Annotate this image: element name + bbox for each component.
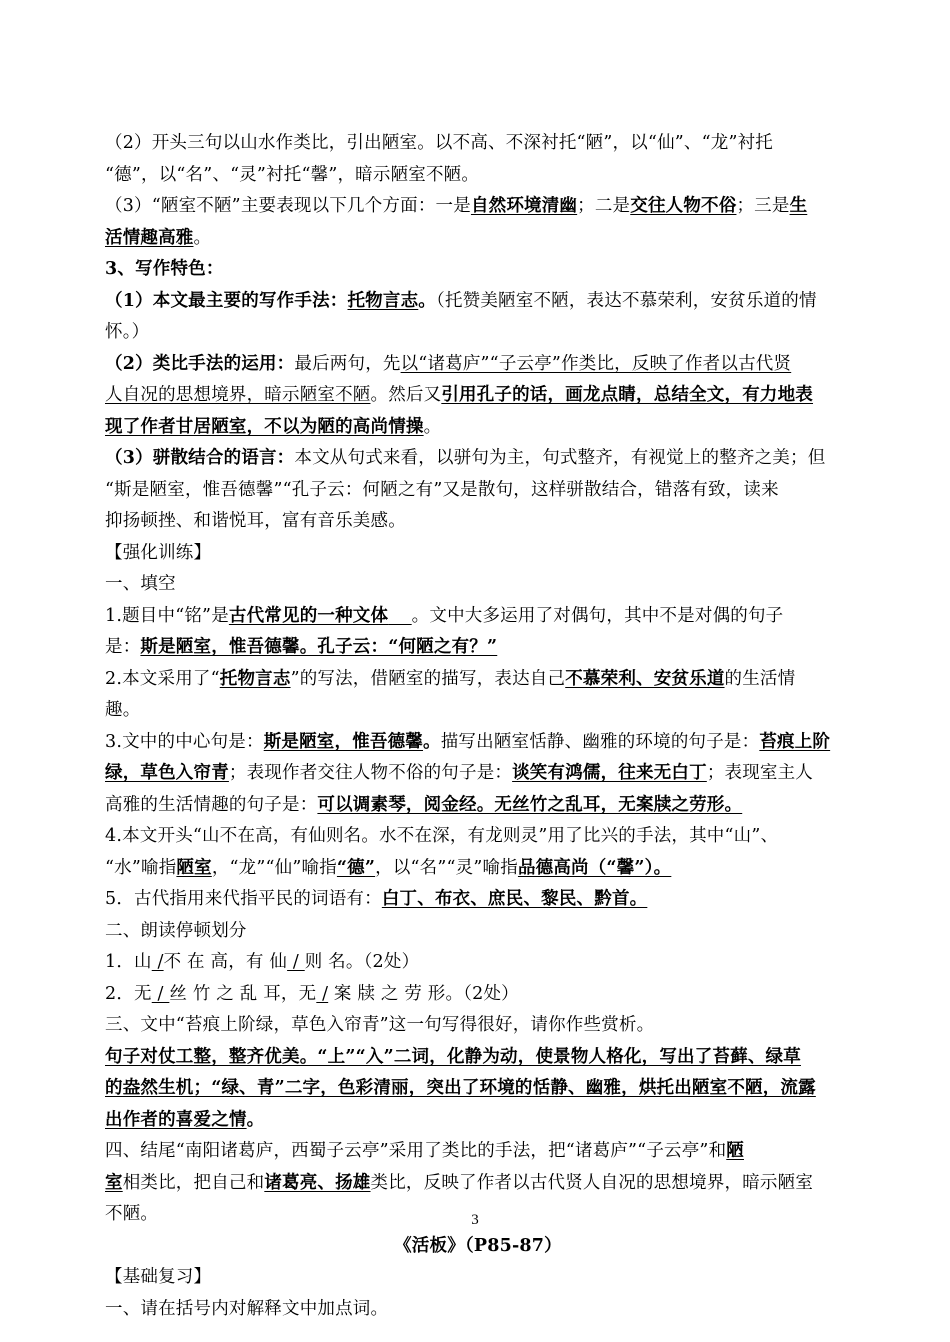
text-line xyxy=(105,223,851,255)
line-text: 三、文中“苔痕上阶绿，草色入帘青”这一句写得很好，请你作些赏析。 xyxy=(105,1015,655,1035)
line-text: 。 xyxy=(423,416,442,437)
line-text: 最后两句，先 xyxy=(294,353,401,374)
line-text: 趣。 xyxy=(105,700,141,720)
line-text: 是： xyxy=(105,637,141,657)
answer-text: 室 xyxy=(105,1172,123,1193)
line-text: 【强化训练】 xyxy=(105,542,212,563)
text-line xyxy=(105,506,851,538)
line-text: 1.题目中“铭”是 xyxy=(105,605,229,626)
answer-text: （3）骈散结合的语言： xyxy=(105,448,295,468)
text-line xyxy=(105,1073,851,1105)
line-text: ；二是 xyxy=(577,196,631,216)
line-text: 。文中大多运用了对偶句，其中不是对偶的句子 xyxy=(411,605,784,626)
answer-text: 《活板》 xyxy=(394,1235,465,1256)
line-text: 2.本文采用了“ xyxy=(105,668,220,689)
answer-text: 斯是陋室，惟吾德馨。孔子云：“何陋之有？” xyxy=(140,637,498,657)
text-line xyxy=(105,790,851,822)
answer-text: 人自况的思想境界，暗示陋室不陋 xyxy=(105,385,371,405)
line-text: 一、请在括号内对解释文中加点词。 xyxy=(105,1298,389,1319)
text-line xyxy=(105,601,851,633)
answer-text: 苔痕上阶 xyxy=(759,731,831,752)
answer-text: 活情趣高雅 xyxy=(105,227,194,248)
answer-text: 绿，草色入帘青 xyxy=(105,763,229,783)
answer-text: / xyxy=(151,983,170,1004)
line-text: 【基础复习】 xyxy=(105,1267,212,1287)
answer-text: 出作者的喜爱之情 xyxy=(105,1109,247,1130)
page-number: 3 xyxy=(471,1212,479,1228)
answer-text: 。 xyxy=(423,731,441,752)
line-text: 3.文中的中心句是： xyxy=(105,731,264,752)
document-body xyxy=(105,128,851,1325)
line-text: 一、填空 xyxy=(105,574,176,594)
answer-text: 陋 xyxy=(726,1141,744,1161)
line-text: 的生活情 xyxy=(724,668,796,689)
line-text: 不陋。 xyxy=(105,1204,159,1224)
answer-text: 陋室 xyxy=(176,857,212,878)
line-text: 丝 竹 之 乱 耳，无 xyxy=(169,983,317,1004)
text-line xyxy=(105,916,851,948)
answer-text: （P85-87） xyxy=(464,1235,562,1256)
answer-text: 句子对仗工整，整齐优美。“上”“入”二词，化静为动，使景物人格化，写出了苔藓、绿草 xyxy=(105,1046,801,1067)
answer-text: / xyxy=(316,983,329,1004)
text-line xyxy=(105,1168,851,1200)
line-text: “德”，以“名”、“灵”衬托“馨”，暗示陋室不陋。 xyxy=(105,164,480,185)
answer-text xyxy=(388,606,411,626)
text-line xyxy=(105,1010,851,1042)
answer-text: 白丁、布衣、庶民、黎民、黔首。 xyxy=(381,889,648,909)
line-text: 抑扬顿挫、和谐悦耳，富有音乐美感。 xyxy=(105,511,406,531)
answer-text: 以“诸葛庐”“子云亭”作类比，反映了作者以古代贤 xyxy=(400,353,792,374)
answer-text: 现了作者甘居陋室，不以为陋的高尚情操 xyxy=(105,416,424,437)
line-text: 怀。） xyxy=(105,322,150,342)
text-line xyxy=(105,664,851,696)
answer-text: 引用孔子的话，画龙点睛，总结全文，有力地表 xyxy=(441,385,814,405)
line-text: 相类比，把自己和 xyxy=(122,1172,265,1193)
answer-text: 不慕荣利、安贫乐道 xyxy=(565,668,725,689)
text-line xyxy=(105,1262,851,1294)
answer-text: 的盎然生机；“绿、青”二字，色彩清丽，突出了环境的恬静、幽雅，烘托出陋室不陋，流露 xyxy=(105,1078,816,1098)
answer-text: 谈笑有鸿儒，往来无白丁 xyxy=(512,763,707,783)
text-line xyxy=(105,632,851,664)
answer-text: 古代常见的一种文体 xyxy=(228,605,389,626)
answer-text: / xyxy=(287,952,305,972)
text-line xyxy=(105,884,851,916)
line-text: “斯是陋室，惟吾德馨”“孔子云：何陋之有”又是散句，这样骈散结合，错落有致，读来 xyxy=(105,479,779,500)
text-line xyxy=(105,1294,851,1326)
line-text: 二、朗读停顿划分 xyxy=(105,920,247,941)
text-line xyxy=(105,1105,851,1137)
line-text: 1．山 xyxy=(105,952,152,972)
text-line xyxy=(105,538,851,570)
line-text: （3）“陋室不陋”主要表现以下几个方面：一是 xyxy=(105,196,471,216)
text-line xyxy=(105,412,851,444)
text-line xyxy=(105,821,851,853)
line-text: “水”喻指 xyxy=(105,857,177,878)
line-text: ”的写法，借陋室的描写，表达自己 xyxy=(290,668,566,689)
line-text: 。 xyxy=(193,227,212,248)
text-line xyxy=(105,349,851,381)
text-line xyxy=(105,128,851,160)
line-text: 高雅的生活情趣的句子是： xyxy=(105,794,318,815)
answer-text: 诸葛亮、扬雄 xyxy=(264,1172,371,1193)
text-line xyxy=(105,979,851,1011)
text-line xyxy=(105,758,851,790)
line-text: ；表现室主人 xyxy=(706,763,814,783)
text-line xyxy=(105,1042,851,1074)
answer-text: 托物言志 xyxy=(219,668,291,689)
line-text: 本文从句式来看，以骈句为主，句式整齐，有视觉上的整齐之美；但 xyxy=(294,448,826,468)
line-text: ；三是 xyxy=(736,196,790,216)
text-line xyxy=(105,727,851,759)
line-text: 2．无 xyxy=(105,983,152,1004)
answer-text: “德” xyxy=(336,857,376,878)
line-text: 不 在 高，有 仙 xyxy=(163,952,288,972)
text-line xyxy=(105,947,851,979)
text-line xyxy=(105,853,851,885)
answer-text: 托物言志 xyxy=(347,290,419,311)
line-text: 4.本文开头“山不在高，有仙则名。水不在深，有龙则灵”用了比兴的手法，其中“山”、 xyxy=(105,826,779,846)
line-text: 四、结尾“南阳诸葛庐，西蜀子云亭”采用了类比的手法，把“诸葛庐”“子云亭”和 xyxy=(105,1141,727,1161)
answer-text: 。 xyxy=(418,290,436,311)
text-line xyxy=(105,254,851,286)
text-line xyxy=(105,317,851,349)
line-text: ；表现作者交往人物不俗的句子是： xyxy=(228,763,513,783)
line-text: （2）开头三句以山水作类比，引出陋室。以不高、不深衬托“陋”，以“仙”、“龙”衬托 xyxy=(105,133,774,153)
answer-text: 生 xyxy=(789,196,808,216)
line-text: 则 名。（2处） xyxy=(304,952,420,972)
text-line xyxy=(105,380,851,412)
answer-text: 自然环境清幽 xyxy=(470,196,578,216)
answer-text: 交往人物不俗 xyxy=(630,196,737,216)
answer-text: （1）本文最主要的写作手法： xyxy=(105,290,348,311)
line-text: 。然后又 xyxy=(370,385,442,405)
line-text: 类比，反映了作者以古代贤人自况的思想境界，暗示陋室 xyxy=(370,1172,814,1193)
line-text: 5．古代指用来代指平民的词语有： xyxy=(105,889,382,909)
answer-text: 可以调素琴，阅金经。无丝竹之乱耳，无案牍之劳形。 xyxy=(317,794,743,815)
line-text: 案 牍 之 劳 形。（2处） xyxy=(328,983,519,1004)
text-line xyxy=(105,1231,851,1263)
answer-text: 品德高尚（“馨”）。 xyxy=(517,857,672,878)
text-line xyxy=(105,160,851,192)
answer-text: 斯是陋室，惟吾德馨 xyxy=(263,731,424,752)
text-line xyxy=(105,1136,851,1168)
answer-text: / xyxy=(151,952,164,972)
line-text: 描写出陋室恬静、幽雅的环境的句子是： xyxy=(440,731,760,752)
text-line xyxy=(105,191,851,223)
answer-text: （2）类比手法的运用： xyxy=(105,353,295,374)
line-text: ，“龙”“仙”喻指 xyxy=(211,857,337,878)
text-line xyxy=(105,286,851,318)
text-line xyxy=(105,443,851,475)
line-text: （托赞美陋室不陋，表达不慕荣利，安贫乐道的情 xyxy=(436,290,817,311)
answer-text: 。 xyxy=(246,1109,265,1130)
text-line xyxy=(105,475,851,507)
answer-text: 3、写作特色： xyxy=(105,259,224,279)
text-line xyxy=(105,695,851,727)
text-line xyxy=(105,569,851,601)
line-text: ，以“名”“灵”喻指 xyxy=(375,857,518,878)
